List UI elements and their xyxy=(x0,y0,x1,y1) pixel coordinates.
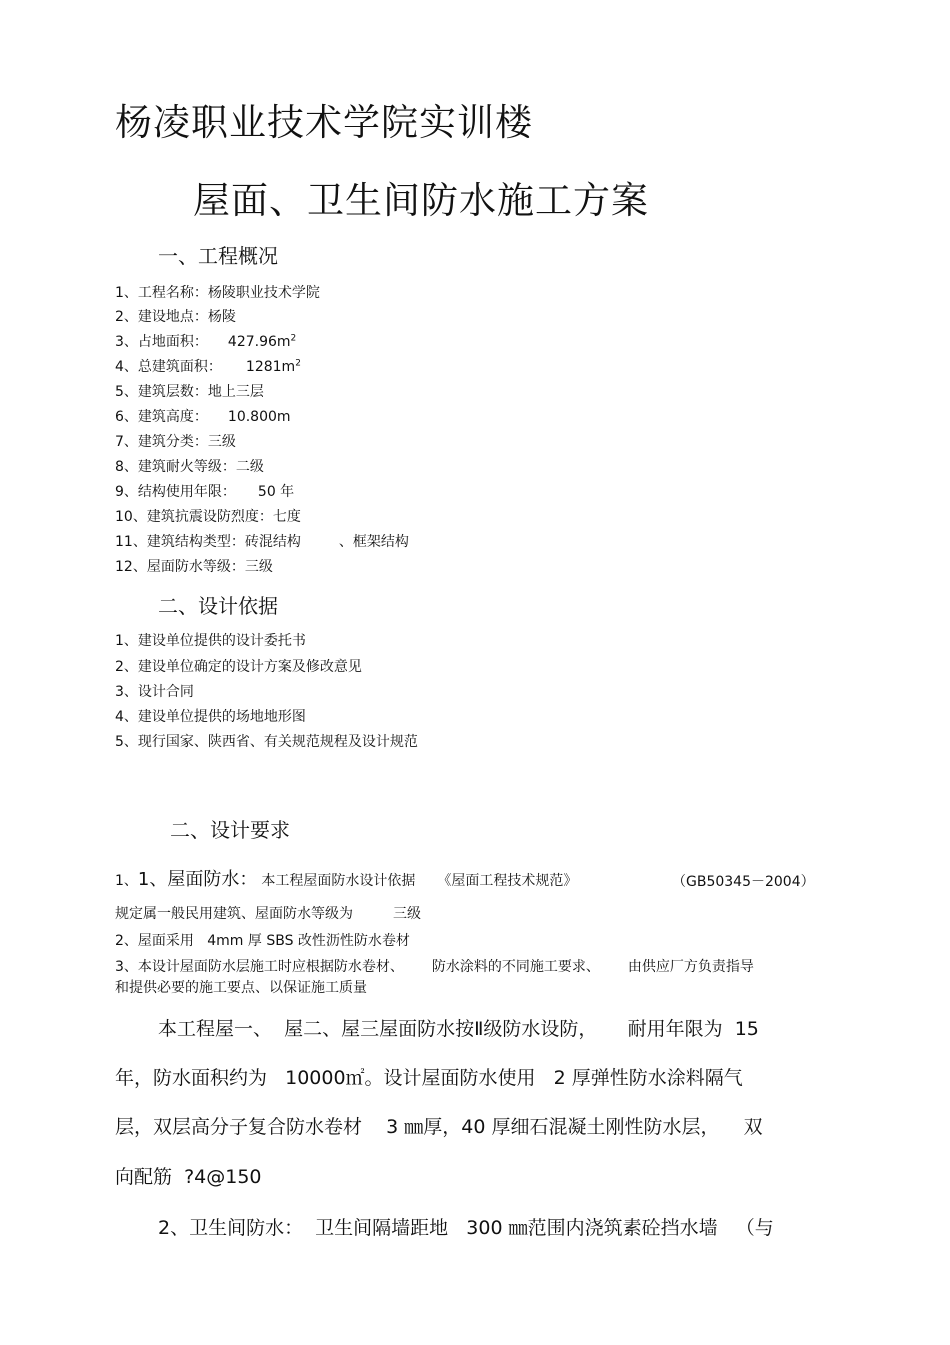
requirement-2: 2、屋面采用 4mm 厚 SBS 改性沥性防水卷材 xyxy=(115,933,410,949)
document-title-line1: 杨凌职业技术学院实训楼 xyxy=(115,101,533,144)
overview-item-10: 10、建筑抗震设防烈度：七度 xyxy=(115,509,301,525)
section1-heading: 一、工程概况 xyxy=(158,244,278,268)
overview-item-6: 6、建筑高度： 10.800m xyxy=(115,409,291,425)
paragraph2-line1: 2、卫生间防水： 卫生间隔墙距地 300 ㎜范围内浇筑素砼挡水墙 （与 xyxy=(158,1217,774,1239)
requirement-3: 3、本设计屋面防水层施工时应根据防水卷材、 防水涂料的不同施工要求、 由供应厂方负责指导 xyxy=(115,959,754,975)
overview-item-12: 12、屋面防水等级：三级 xyxy=(115,559,273,575)
document-title-line2: 屋面、卫生间防水施工方案 xyxy=(193,179,649,222)
overview-item-9: 9、结构使用年限： 50 年 xyxy=(115,484,295,500)
overview-item-7: 7、建筑分类：三级 xyxy=(115,434,236,450)
requirement-1: 1、1、屋面防水： 本工程屋面防水设计依据 《屋面工程技术规范》 （GB50345－2004） xyxy=(115,869,815,890)
basis-item-1: 1、建设单位提供的设计委托书 xyxy=(115,633,306,649)
section3-heading: 二、设计要求 xyxy=(170,818,290,842)
paragraph1-line2: 年，防水面积约为 10000㎡。设计屋面防水使用 2 厚弹性防水涂料隔气 xyxy=(115,1067,743,1089)
requirement-3-cont: 和提供必要的施工要点、以保证施工质量 xyxy=(115,980,367,996)
basis-item-2: 2、建设单位确定的设计方案及修改意见 xyxy=(115,659,362,675)
overview-item-8: 8、建筑耐火等级：二级 xyxy=(115,459,264,475)
overview-item-1: 1、工程名称：杨陵职业技术学院 xyxy=(115,285,320,301)
overview-item-4: 4、总建筑面积： $1281m^2$ xyxy=(115,358,301,375)
section2-heading: 二、设计依据 xyxy=(158,594,278,618)
overview-item-11: 11、建筑结构类型：砖混结构 、框架结构 xyxy=(115,534,409,550)
paragraph1-line4: 向配筋 ?4@150 xyxy=(115,1166,262,1188)
overview-item-2: 2、建设地点：杨陵 xyxy=(115,309,236,325)
paragraph1-line3: 层，双层高分子复合防水卷材 3 ㎜厚，40 厚细石混凝土刚性防水层， 双 xyxy=(115,1116,763,1138)
overview-item-5: 5、建筑层数：地上三层 xyxy=(115,384,264,400)
basis-item-4: 4、建设单位提供的场地地形图 xyxy=(115,709,306,725)
paragraph1-line1: 本工程屋一、 屋二、屋三屋面防水按Ⅱ级防水设防， 耐用年限为 15 xyxy=(158,1018,759,1040)
basis-item-3: 3、设计合同 xyxy=(115,684,194,700)
overview-item-3: 3、占地面积： $427.96m^2$ xyxy=(115,333,297,350)
basis-item-5: 5、现行国家、陕西省、有关规范规程及设计规范 xyxy=(115,734,418,750)
requirement-1-cont: 规定属一般民用建筑、屋面防水等级为 三级 xyxy=(115,906,421,922)
